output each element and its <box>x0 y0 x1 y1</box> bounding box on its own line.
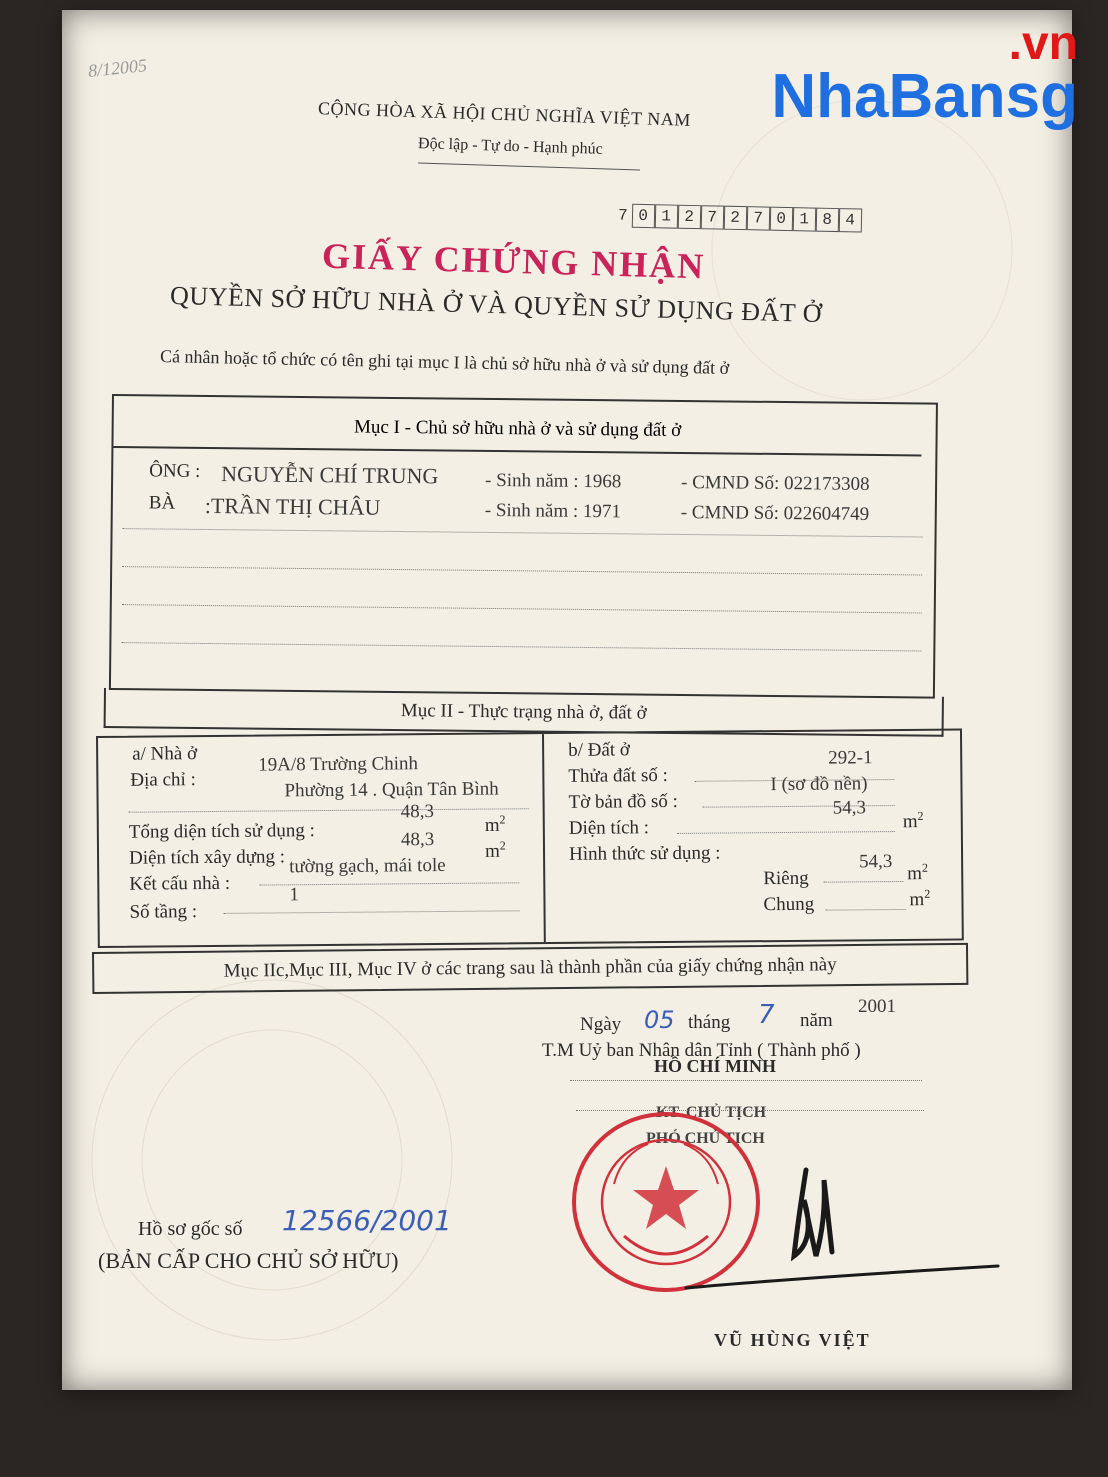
blank-line <box>122 604 922 613</box>
authority-line: T.M Uỷ ban Nhân dân Tỉnh ( Thành phố ) <box>542 1040 861 1061</box>
watermark-name: NhaBansg <box>771 62 1078 131</box>
owner1-prefix: ÔNG : <box>149 460 201 482</box>
intro-text: Cá nhân hoặc tổ chức có tên ghi tại mục I là chủ sở hữu nhà ở và sử dụng đất ở <box>159 346 730 378</box>
record-note: (BẢN CẤP CHO CHỦ SỞ HỮU) <box>98 1248 399 1273</box>
land-area-label: Diện tích : <box>568 817 650 839</box>
private-value: 54,3 <box>859 851 893 873</box>
date-month-label: tháng <box>688 1012 731 1033</box>
owner2-prefix: BÀ <box>148 492 176 514</box>
serial-number <box>618 203 862 232</box>
serial-digit: 0 <box>631 204 654 228</box>
structure-label: Kết cấu nhà : <box>129 872 231 895</box>
land-area-value: 54,3 <box>832 797 866 819</box>
date-year: 2001 <box>858 996 896 1017</box>
date-day-label: Ngày <box>580 1014 622 1035</box>
motto: Độc lập - Tự do - Hạnh phúc <box>417 135 604 158</box>
certificate-subtitle: QUYỀN SỞ HỮU NHÀ Ở VÀ QUYỀN SỬ DỤNG ĐẤT Ở <box>169 280 823 329</box>
signer-name: VŨ HÙNG VIỆT <box>714 1330 871 1350</box>
blank-line <box>677 831 895 834</box>
record-number: 12566/2001 <box>282 1204 452 1237</box>
serial-digit: 7 <box>746 206 769 230</box>
section1-heading-row <box>113 404 921 456</box>
plot-value: 292-1 <box>828 747 873 769</box>
floors-value: 1 <box>289 884 299 906</box>
total-area-unit: $m^2$ <box>484 812 506 836</box>
owner1-birth: - Sinh năm : 1968 <box>485 469 622 493</box>
blank-line <box>570 1080 922 1081</box>
structure-value: tường gạch, mái tole <box>289 854 446 878</box>
private-unit: $m^2$ <box>907 860 929 885</box>
serial-lead: 7 <box>617 206 628 225</box>
date-year-label: năm <box>800 1010 833 1031</box>
floors-label: Số tầng : <box>129 901 198 923</box>
owner2-name: :TRẦN THỊ CHÂU <box>204 492 381 520</box>
house-label: a/ Nhà ở <box>132 743 198 765</box>
total-area-value: 48,3 <box>400 801 435 823</box>
map-value: I (sơ đồ nền) <box>770 773 868 796</box>
serial-digit: 7 <box>700 205 723 229</box>
blank-line <box>121 642 921 651</box>
address-label: Địa chỉ : <box>130 769 196 791</box>
owner1-id: - CMND Số: 022173308 <box>680 471 870 495</box>
use-form-label: Hình thức sử dụng : <box>568 842 721 865</box>
build-area-unit: $m^2$ <box>484 838 506 862</box>
section2-divider <box>542 734 546 942</box>
section1-box <box>109 394 938 699</box>
blank-line <box>123 528 923 537</box>
date-day: 05 <box>644 1006 675 1034</box>
serial-digit: 8 <box>815 208 838 232</box>
blank-line <box>122 566 922 575</box>
owner1-name: NGUYỄN CHÍ TRUNG <box>221 461 439 489</box>
authority-title2: PHÓ CHỦ TỊCH <box>646 1130 765 1147</box>
land-area-unit: $m^2$ <box>902 808 924 833</box>
land-label: b/ Đất ở <box>568 739 630 761</box>
authority-city: HỒ CHÍ MINH <box>654 1056 777 1076</box>
owner2-birth: - Sinh năm : 1971 <box>484 499 622 523</box>
plot-label: Thửa đất số : <box>568 765 668 787</box>
section1-heading: Mục I - Chủ sở hữu nhà ở và sử dụng đất ở <box>353 416 682 441</box>
serial-digit: 0 <box>769 207 792 231</box>
watermark-domain: .vn <box>1008 17 1078 70</box>
owner2-id: - CMND Số: 022604749 <box>680 501 870 525</box>
address-line2: Phường 14 . Quận Tân Bình <box>284 778 499 802</box>
blank-line <box>129 808 529 812</box>
watermark-logo <box>771 17 1078 131</box>
authority-title1: KT. CHỦ TỊCH <box>656 1104 767 1121</box>
blank-line <box>826 909 906 911</box>
pencil-note: 8/12005 <box>87 54 148 82</box>
serial-digit: 2 <box>723 206 746 230</box>
serial-digit: 2 <box>677 205 700 229</box>
section2-footer: Mục IIc,Mục III, Mục IV ở các trang sau là thành phần của giấy chứng nhận này <box>223 954 837 982</box>
address-line1: 19A/8 Trường Chinh <box>258 753 419 776</box>
total-area-label: Tổng diện tích sử dụng : <box>128 820 315 843</box>
section2-heading: Mục II - Thực trạng nhà ở, đất ở <box>400 700 647 724</box>
serial-digit: 4 <box>838 208 861 232</box>
serial-digit: 1 <box>654 204 677 228</box>
build-area-value: 48,3 <box>400 829 435 851</box>
build-area-label: Diện tích xây dựng : <box>128 846 286 869</box>
blank-line <box>823 881 903 883</box>
blank-line <box>224 910 520 914</box>
certificate-title: GIẤY CHỨNG NHẬN <box>321 235 706 287</box>
private-label: Riêng <box>763 867 809 890</box>
serial-digit: 1 <box>792 207 815 231</box>
section2-box <box>96 728 964 948</box>
signature <box>676 1160 1006 1300</box>
common-unit: $m^2$ <box>909 886 931 911</box>
record-label: Hồ sơ gốc số <box>138 1218 243 1240</box>
map-label: Tờ bản đồ số : <box>568 790 678 813</box>
date-month: 7 <box>758 1000 775 1030</box>
common-label: Chung <box>763 893 815 916</box>
country-heading: CỘNG HÒA XÃ HỘI CHỦ NGHĨA VIỆT NAM <box>317 98 692 130</box>
